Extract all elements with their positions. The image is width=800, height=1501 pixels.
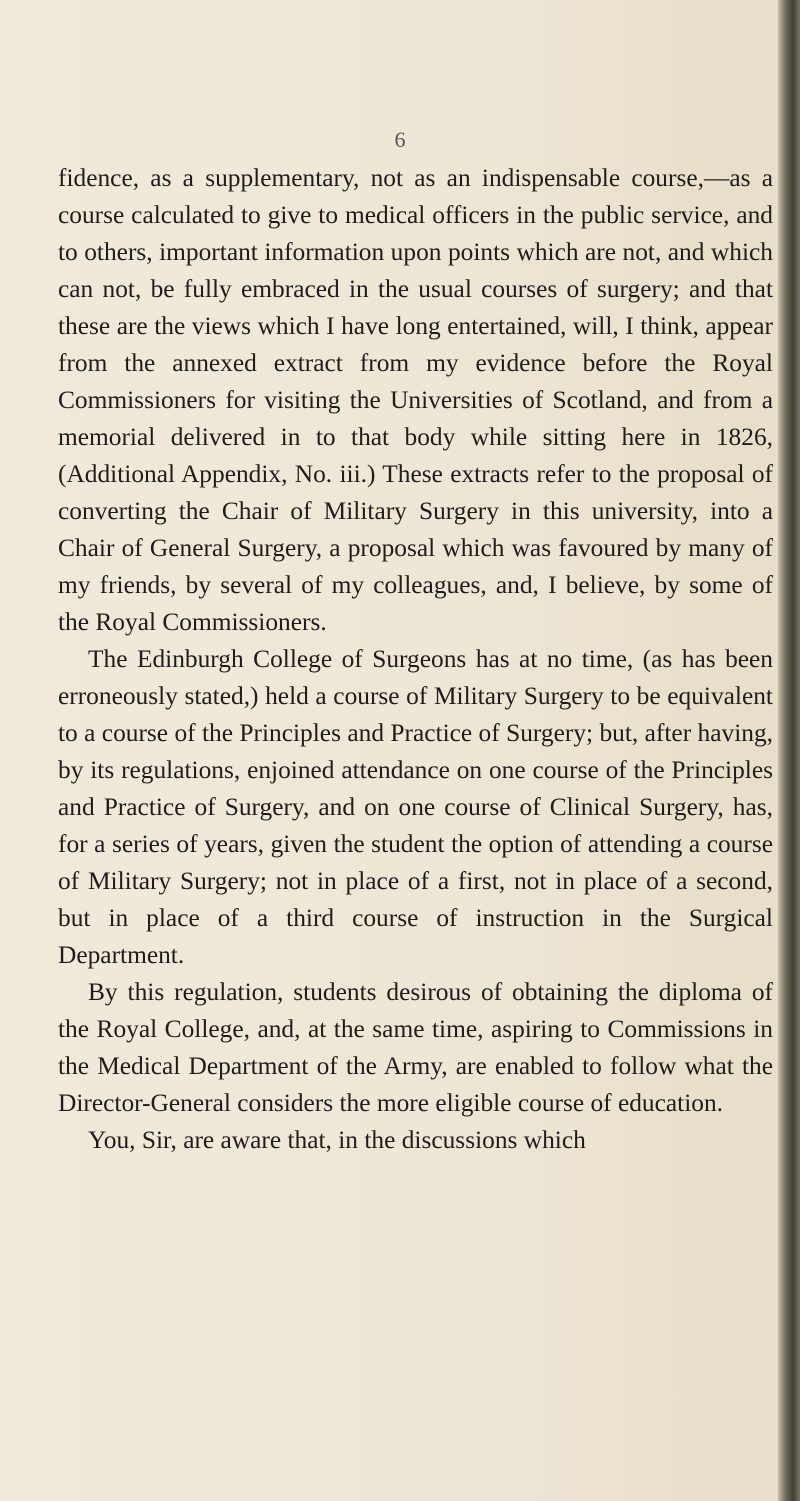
page-number: 6 <box>394 127 406 152</box>
paragraph-3: By this regulation, students desirous of obtaining the diploma of the Royal College, and, at the same time, aspiring to Commissions in the Medical Department of the Army, are enabled to follow what the Director-General considers the more eligible course of education. <box>58 978 773 1117</box>
page-edge-shadow <box>778 0 800 1501</box>
paragraph-1: fidence, as a supplementary, not as an indispensable course,—as a course calculated to give to medical officers in the public service, and to others, important information upon points which are not, and which can not, be fully embraced in the usual courses of surgery; and that these are the views which I have long entertained, will, I think, appear from the annexed extract from my evidence before the Royal Commissioners for visiting the Universities of Scotland, and from a memorial delivered in to that body while sitting here in 1826, (Additional Appendix, No. iii.) These extracts refer to the proposal of converting the Chair of Military Surgery in this university, into a Chair of General Surgery, a proposal which was favoured by many of my friends, by several of my colleagues, and, I believe, by some of the Royal Commissioners. <box>58 164 773 636</box>
body-text <box>58 160 773 1159</box>
paragraph-4: You, Sir, are aware that, in the discussions which <box>88 1126 586 1154</box>
paragraph-2: The Edinburgh College of Surgeons has at no time, (as has been erroneously stated,) held a course of Military Surgery to be equivalent to a course of the Principles and Practice of Surgery; but, after having, by its regulations, enjoined attendance on one course of the Principles and Practice of Surgery, and on one course of Clinical Surgery, has, for a series of years, given the student the option of attending a course of Military Surgery; not in place of a first, not in place of a second, but in place of a third course of instruction in the Surgical Department. <box>58 645 773 969</box>
